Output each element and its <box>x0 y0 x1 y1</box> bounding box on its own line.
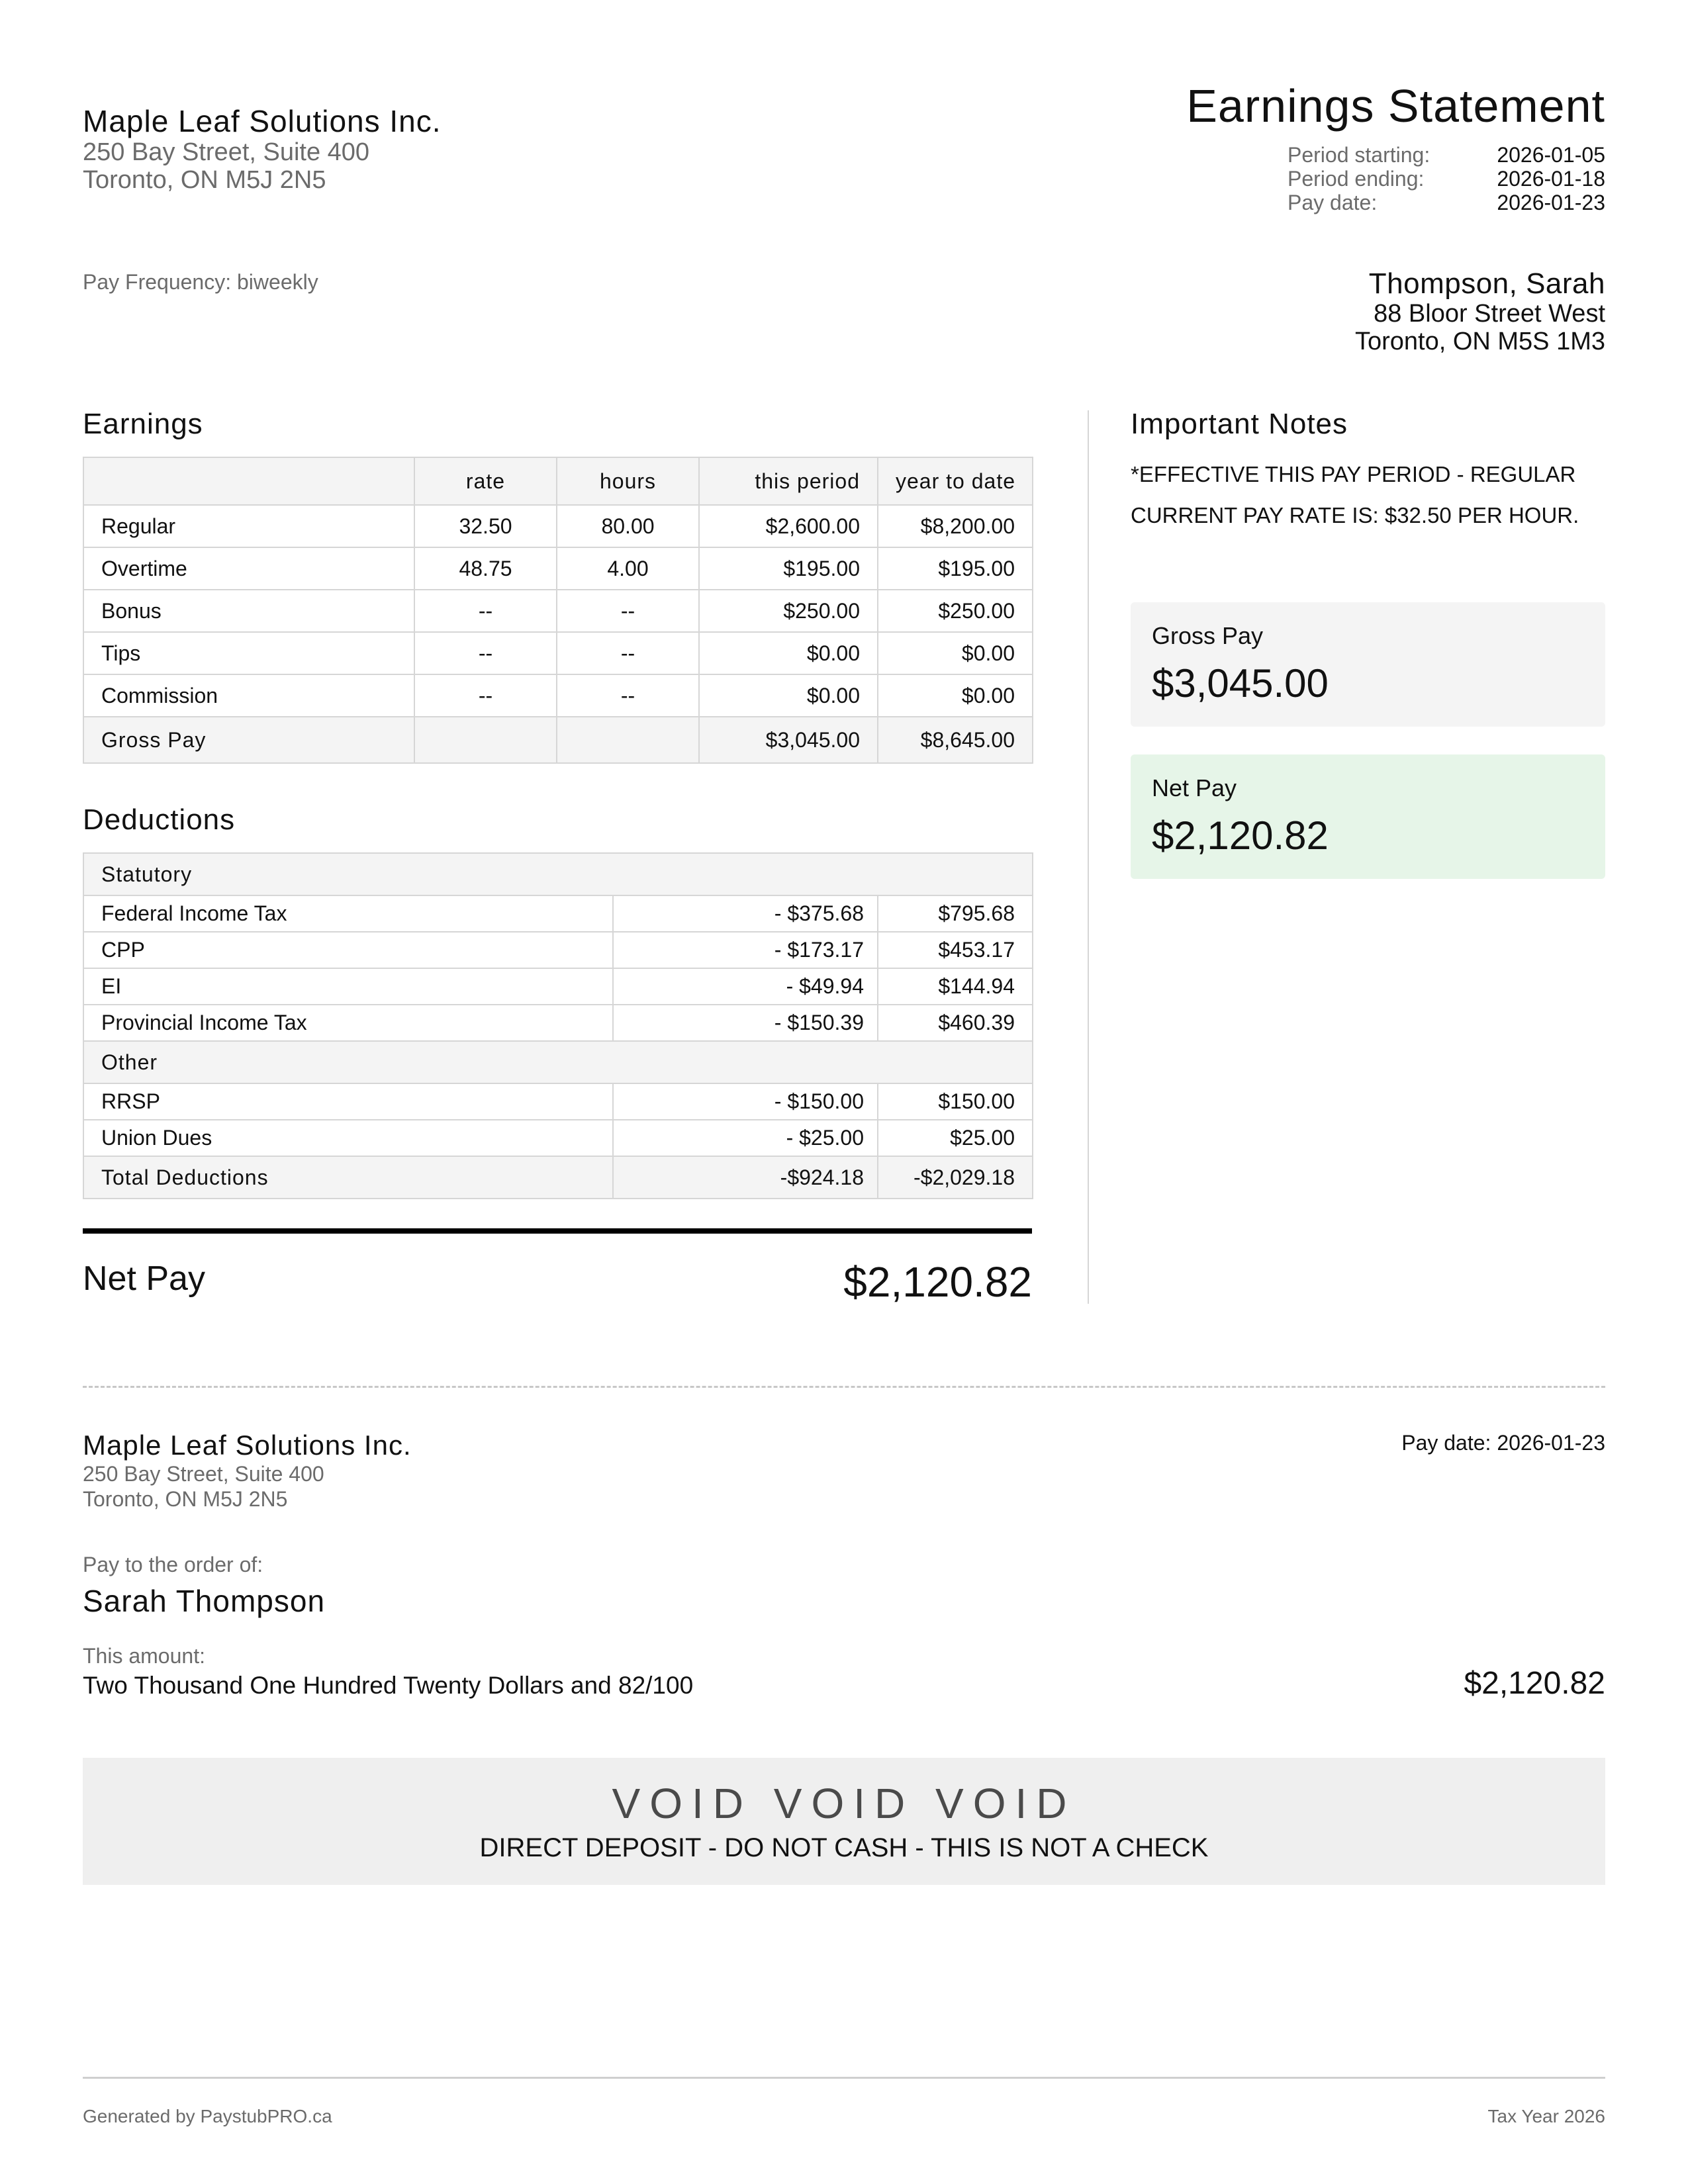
period-start-value: 2026-01-05 <box>1497 143 1605 167</box>
pay-date-label: Pay date: <box>1288 191 1378 214</box>
deduction-ytd: $25.00 <box>878 1120 1033 1156</box>
deductions-table <box>83 852 1033 1199</box>
deduction-name: Federal Income Tax <box>83 895 613 932</box>
footer-generated: Generated by PaystubPRO.ca <box>83 2106 332 2126</box>
cheque-amount: $2,120.82 <box>1464 1666 1605 1701</box>
table-row <box>83 1120 1033 1156</box>
total-deductions-current: -$924.18 <box>613 1156 878 1199</box>
earning-hours: 80.00 <box>557 505 699 547</box>
gross-pay-card-value: $3,045.00 <box>1152 661 1329 705</box>
employee-name: Thompson, Sarah <box>1368 267 1605 300</box>
table-row <box>83 968 1033 1005</box>
deduction-name: CPP <box>83 932 613 968</box>
deductions-group-other <box>83 1041 1033 1083</box>
period-start-label: Period starting: <box>1288 143 1430 167</box>
footer-tax-year: Tax Year 2026 <box>1487 2106 1605 2126</box>
deduction-current: - $49.94 <box>613 968 878 1005</box>
deduction-ytd: $795.68 <box>878 895 1033 932</box>
employee-address-line1: 88 Bloor Street West <box>1374 300 1605 328</box>
period-end-label: Period ending: <box>1288 167 1425 191</box>
notes-title: Important Notes <box>1131 408 1348 440</box>
total-deductions-label: Total Deductions <box>83 1156 613 1199</box>
earning-ytd: $0.00 <box>878 674 1033 717</box>
earning-name: Tips <box>83 632 414 674</box>
deduction-ytd: $144.94 <box>878 968 1033 1005</box>
notes-line1: *EFFECTIVE THIS PAY PERIOD - REGULAR <box>1131 462 1576 486</box>
table-row <box>83 632 1033 674</box>
notes-line2: CURRENT PAY RATE IS: $32.50 PER HOUR. <box>1131 503 1579 527</box>
earning-rate: -- <box>414 674 557 717</box>
deduction-current: - $173.17 <box>613 932 878 968</box>
earnings-total-row <box>83 717 1033 763</box>
amount-label: This amount: <box>83 1644 205 1668</box>
pay-to-label: Pay to the order of: <box>83 1553 263 1576</box>
pay-date-value: 2026-01-23 <box>1497 191 1605 214</box>
deduction-ytd: $150.00 <box>878 1083 1033 1120</box>
statement-title: Earnings Statement <box>1186 80 1605 132</box>
payee-name: Sarah Thompson <box>83 1584 326 1618</box>
table-row <box>83 1005 1033 1041</box>
table-row <box>83 1083 1033 1120</box>
deduction-name: EI <box>83 968 613 1005</box>
earning-current: $2,600.00 <box>699 505 878 547</box>
deduction-ytd: $460.39 <box>878 1005 1033 1041</box>
table-row <box>83 674 1033 717</box>
earning-ytd: $8,200.00 <box>878 505 1033 547</box>
earning-current: $0.00 <box>699 632 878 674</box>
amount-words: Two Thousand One Hundred Twenty Dollars and 82/100 <box>83 1672 694 1699</box>
column-divider <box>1088 410 1089 1304</box>
company-address-line1: 250 Bay Street, Suite 400 <box>83 138 370 166</box>
earning-ytd: $0.00 <box>878 632 1033 674</box>
deductions-title: Deductions <box>83 803 236 836</box>
gross-pay-card <box>1131 602 1605 727</box>
earning-name: Regular <box>83 505 414 547</box>
cheque-company-address-line2: Toronto, ON M5J 2N5 <box>83 1487 288 1511</box>
earnings-title: Earnings <box>83 408 203 440</box>
gross-pay-ytd: $8,645.00 <box>878 717 1033 763</box>
earning-ytd: $195.00 <box>878 547 1033 590</box>
earning-ytd: $250.00 <box>878 590 1033 632</box>
earnings-table <box>83 457 1033 764</box>
net-pay-card <box>1131 754 1605 879</box>
earning-name: Bonus <box>83 590 414 632</box>
gross-pay-card-label: Gross Pay <box>1152 622 1264 649</box>
earning-hours: -- <box>557 632 699 674</box>
deductions-group-statutory <box>83 853 1033 895</box>
void-text: VOID VOID VOID <box>612 1780 1076 1827</box>
deduction-current: - $375.68 <box>613 895 878 932</box>
footer-divider <box>83 2077 1605 2079</box>
cheque-pay-date: Pay date: 2026-01-23 <box>1401 1431 1605 1455</box>
period-info <box>1288 143 1605 216</box>
void-banner <box>83 1758 1605 1885</box>
earnings-header-blank <box>83 457 414 505</box>
deduction-name: Union Dues <box>83 1120 613 1156</box>
other-label: Other <box>83 1041 1033 1083</box>
void-note: DIRECT DEPOSIT - DO NOT CASH - THIS IS NOT A CHECK <box>479 1833 1209 1862</box>
earning-name: Overtime <box>83 547 414 590</box>
earning-name: Commission <box>83 674 414 717</box>
deduction-current: - $150.39 <box>613 1005 878 1041</box>
table-row <box>83 505 1033 547</box>
earning-rate: -- <box>414 590 557 632</box>
earning-rate: 32.50 <box>414 505 557 547</box>
deduction-name: Provincial Income Tax <box>83 1005 613 1041</box>
total-deductions-ytd: -$2,029.18 <box>878 1156 1033 1199</box>
empty-cell <box>557 717 699 763</box>
earnings-header-rate: rate <box>414 457 557 505</box>
pay-frequency: Pay Frequency: biweekly <box>83 270 318 294</box>
table-row <box>83 590 1033 632</box>
earning-hours: -- <box>557 590 699 632</box>
employee-address-line2: Toronto, ON M5S 1M3 <box>1354 328 1605 355</box>
table-row <box>83 547 1033 590</box>
earning-rate: -- <box>414 632 557 674</box>
deduction-ytd: $453.17 <box>878 932 1033 968</box>
deduction-current: - $150.00 <box>613 1083 878 1120</box>
gross-pay-label: Gross Pay <box>83 717 414 763</box>
net-pay-card-label: Net Pay <box>1152 774 1237 801</box>
company-name: Maple Leaf Solutions Inc. <box>83 104 442 138</box>
table-row <box>83 932 1033 968</box>
earning-current: $195.00 <box>699 547 878 590</box>
earnings-header-row <box>83 457 1033 505</box>
earnings-header-hours: hours <box>557 457 699 505</box>
gross-pay-current: $3,045.00 <box>699 717 878 763</box>
earnings-header-ytd: year to date <box>878 457 1033 505</box>
table-row <box>83 895 1033 932</box>
deductions-total-row <box>83 1156 1033 1199</box>
net-pay-label: Net Pay <box>83 1259 205 1298</box>
company-address-line2: Toronto, ON M5J 2N5 <box>83 166 326 194</box>
earning-rate: 48.75 <box>414 547 557 590</box>
period-end-value: 2026-01-18 <box>1497 167 1605 191</box>
net-pay-value: $2,120.82 <box>843 1258 1032 1306</box>
net-pay-card-value: $2,120.82 <box>1152 813 1329 858</box>
cheque-company-address-line1: 250 Bay Street, Suite 400 <box>83 1462 324 1486</box>
earning-current: $250.00 <box>699 590 878 632</box>
statutory-label: Statutory <box>83 853 1033 895</box>
earning-hours: 4.00 <box>557 547 699 590</box>
deduction-current: - $25.00 <box>613 1120 878 1156</box>
earning-current: $0.00 <box>699 674 878 717</box>
cheque-separator <box>83 1386 1605 1388</box>
empty-cell <box>414 717 557 763</box>
cheque-company-name: Maple Leaf Solutions Inc. <box>83 1430 412 1461</box>
earning-hours: -- <box>557 674 699 717</box>
deduction-name: RRSP <box>83 1083 613 1120</box>
net-pay-divider <box>83 1228 1032 1234</box>
earnings-header-this-period: this period <box>699 457 878 505</box>
